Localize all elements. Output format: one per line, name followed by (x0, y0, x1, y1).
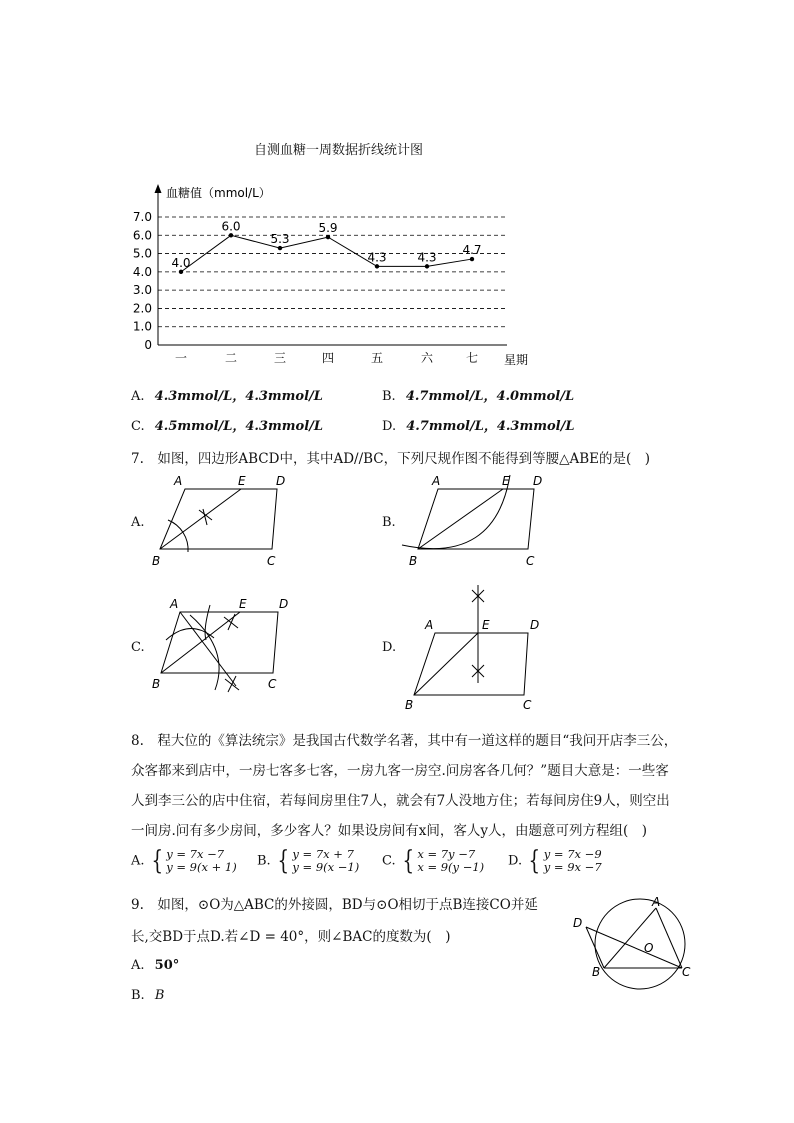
data-point (179, 270, 183, 274)
point-label: A (652, 895, 661, 909)
x-tick-label: 七 (465, 351, 479, 365)
brace-icon: { (151, 846, 163, 876)
q9-option-a[interactable] (131, 958, 179, 973)
y-tick-label: 2.0 (132, 301, 152, 316)
point-label: E (482, 618, 490, 632)
point-label: B (152, 677, 161, 691)
equation-system: y = 7x + 7 y = 9(x −1) (292, 847, 360, 874)
figure-a (152, 474, 285, 568)
point-label: B (152, 554, 161, 568)
y-tick-label: 7.0 (132, 210, 152, 224)
point-label: E (502, 474, 510, 488)
option-letter: A. (131, 958, 145, 973)
point-label: C (526, 554, 535, 568)
q9-line-2: 长,交BD于点D.若∠D = 40°，则∠BAC的度数为( ) (131, 929, 451, 945)
data-label: 6.0 (221, 219, 241, 234)
option-text: 4.7mmol/L，4.3mmol/L (406, 419, 575, 434)
q9-option-b[interactable] (131, 988, 164, 1003)
point-label: D (533, 474, 543, 488)
data-label: 4.3 (417, 250, 437, 265)
q8-line-3: 人到李三公的店中住宿，若每间房里住7人，就会有7人没地方住；若每间房住9人，则空出 (131, 793, 670, 809)
q7-question: 7. 如图，四边形ABCD中，其中AD//BC，下列尺规作图不能得到等腰△ABE的是( ) (131, 451, 651, 467)
data-label: 4.0 (171, 255, 191, 270)
data-point (229, 233, 233, 237)
y-tick-label: 0 (144, 338, 152, 352)
point-label: E (238, 474, 246, 488)
option-letter: A. (131, 389, 145, 404)
data-label: 4.7 (462, 243, 482, 258)
point-label: D (276, 474, 286, 488)
q7-option-d-letter[interactable]: D. (382, 640, 397, 655)
brace-icon: { (277, 846, 289, 876)
x-tick-label: 一 (174, 351, 188, 365)
q6-option-a[interactable] (131, 385, 323, 404)
q6-option-c[interactable] (131, 415, 323, 434)
q8-option-d[interactable] (508, 848, 602, 874)
data-label: 4.3 (367, 250, 387, 265)
point-label: A (170, 597, 179, 611)
data-point (326, 235, 330, 239)
y-tick-label: 5.0 (132, 246, 152, 261)
point-label: C (523, 698, 532, 712)
y-axis-arrow (155, 184, 162, 193)
q9-line-1: 9. 如图，⊙O为△ABC的外接圆，BD与⊙O相切于点B连接CO并延 (131, 897, 538, 913)
point-label: E (239, 597, 247, 611)
data-label: 5.9 (318, 221, 338, 236)
equation-system: x = 7y −7 x = 9(y −1) (417, 847, 485, 874)
option-text: B (154, 988, 165, 1003)
option-letter: C. (131, 419, 145, 434)
point-label: A (174, 474, 183, 488)
q8-line-2: 众客都来到店中，一房七客多七客，一房九客一房空.问房客各几何？”题目大意是：一些客 (131, 763, 669, 779)
equation-system: y = 7x −9 y = 9x −7 (543, 847, 602, 874)
figure-d (405, 585, 539, 712)
x-tick-label: 五 (370, 351, 384, 365)
point-label: C (268, 677, 277, 691)
option-letter: B. (257, 853, 271, 869)
option-letter: D. (382, 419, 397, 434)
q9-figure (565, 890, 705, 1000)
figure-b (402, 474, 542, 568)
x-tick-label: 三 (273, 351, 287, 365)
y-tick-label: 4.0 (132, 264, 152, 279)
q8-option-b[interactable] (257, 848, 359, 874)
q6-option-d[interactable] (382, 415, 575, 434)
y-tick-label: 6.0 (132, 228, 152, 243)
point-label: B (409, 554, 418, 568)
q8-line-4: 一间房.问有多少房间，多少客人？如果设房间有x间，客人y人，由题意可列方程组( ) (131, 823, 648, 839)
option-letter: D. (508, 853, 523, 869)
q8-option-a[interactable] (131, 848, 237, 874)
q8-line-1: 8. 程大位的《算法统宗》是我国古代数学名著，其中有一道这样的题目“我问开店李三公， (131, 733, 678, 749)
point-label: O (644, 941, 654, 955)
point-label: D (279, 597, 289, 611)
y-axis-label: 血糖值（mmol/L） (166, 186, 271, 200)
point-label: A (425, 618, 434, 632)
x-axis-label: 星期 (504, 353, 529, 367)
point-label: D (573, 916, 583, 930)
equation-system: y = 7x −7 y = 9(x + 1) (166, 847, 237, 874)
data-point (375, 264, 379, 268)
x-tick-label: 六 (420, 351, 434, 365)
q6-option-b[interactable] (382, 385, 574, 404)
option-text: 4.5mmol/L，4.3mmol/L (154, 419, 324, 434)
x-tick-label: 四 (321, 351, 335, 365)
option-letter: A. (131, 853, 145, 869)
option-letter: C. (382, 853, 396, 869)
data-point (425, 264, 429, 268)
option-letter: B. (382, 389, 396, 404)
q7-option-b-letter[interactable]: B. (382, 515, 396, 530)
q7-option-a-letter[interactable]: A. (131, 515, 145, 530)
line-chart (120, 178, 680, 368)
point-label: B (592, 965, 601, 979)
data-point (278, 246, 282, 250)
data-point (470, 257, 474, 261)
point-label: B (405, 698, 414, 712)
data-label: 5.3 (270, 232, 290, 247)
point-label: C (267, 554, 276, 568)
option-text: 50° (154, 958, 180, 973)
q7-option-c-letter[interactable]: C. (131, 640, 145, 655)
point-label: C (682, 965, 691, 979)
y-tick-label: 1.0 (132, 319, 152, 334)
point-label: A (432, 474, 441, 488)
brace-icon: { (402, 846, 414, 876)
q8-option-c[interactable] (382, 848, 484, 874)
option-text: 4.3mmol/L，4.3mmol/L (154, 389, 323, 404)
chart-title: 自测血糖一周数据折线统计图 (254, 143, 424, 158)
point-label: D (530, 618, 540, 632)
brace-icon: { (528, 846, 541, 876)
option-text: 4.7mmol/L，4.0mmol/L (405, 389, 575, 404)
x-tick-label: 二 (224, 351, 238, 365)
q7-figures (0, 470, 794, 730)
y-tick-label: 3.0 (132, 283, 152, 298)
option-letter: B. (131, 988, 145, 1003)
figure-c (152, 597, 288, 692)
